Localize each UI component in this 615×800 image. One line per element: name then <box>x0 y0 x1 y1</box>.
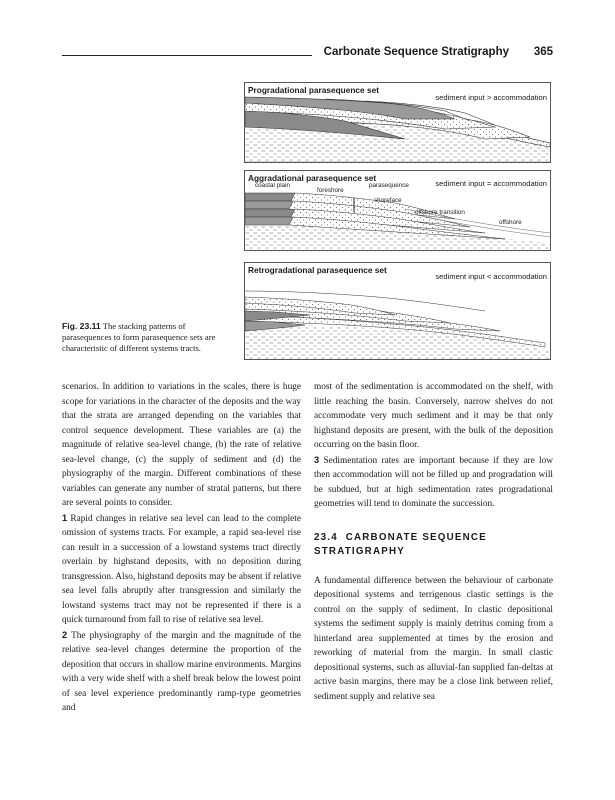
list-item-3-text: Sedimentation rates are important because if they are low then accommodation will not be filled up and progradation will be subdued, but at high sedimentation rates progradational geometries will tend to dominate the succession. <box>314 455 553 509</box>
left-column <box>62 380 301 716</box>
parasequence-label: parasequence <box>369 182 409 189</box>
list-item-3 <box>314 453 553 512</box>
foreshore-label: foreshore <box>317 187 344 194</box>
section-number: 23.4 <box>314 531 338 543</box>
page-number: 365 <box>533 46 553 58</box>
retrogradational-panel <box>244 262 551 360</box>
list-item-1 <box>62 511 301 628</box>
coastal-plain-label: coastal plain <box>255 182 291 189</box>
list-item-2-number: 2 <box>62 629 68 640</box>
progradational-sediment-input: sediment input > accommodation <box>435 93 547 102</box>
running-title: Carbonate Sequence Stratigraphy <box>323 46 509 58</box>
caption-text: The stacking patterns of parasequences to form parasequence sets are characteristic of different systems tracts. <box>62 321 216 354</box>
list-item-1-text: Rapid changes in relative sea level can lead to the complete omission of systems tracts. For example, a rapid sea-level rise can result in a succession of a lowstand systems tract directly overlain by highstand deposits, with no deposition during transgression. Also, highstand deposits may be absent if relative sea level falls abruptly after transgression and similarly the lowstand systems tract may not be represented if there is a quick turnaround from fall to rise of relative sea level. <box>62 513 302 625</box>
right-paragraph-1: most of the sedimentation is accommodated on the shelf, with little reaching the basin. Conversely, narrow shelves do not accommodate very much sediment and it may be that only highstand deposits are present, with the bulk of the deposition occurring on the basin floor. <box>314 382 553 450</box>
offshore-transition-label: offshore transition <box>415 209 465 216</box>
right-column <box>314 380 553 704</box>
list-item-1-number: 1 <box>62 512 68 523</box>
left-paragraph-1: scenarios. In addition to variations in the scales, there is huge scope for variations in the character of the deposits and the way that the strata are arranged depending on the variables that control sequence development. These variables are (a) the magnitude of relative sea-level change, (b) the rate of relative sea-level change, (c) the supply of sediment and (d) the physiography of the margin. Different combinations of these variables can generate any number of stratal patterns, but there are several points to consider. <box>62 382 301 508</box>
section-heading <box>314 531 553 559</box>
figure-label: Fig. 23.11 <box>62 321 101 331</box>
shoreface-label: shoreface <box>374 197 402 204</box>
list-item-3-number: 3 <box>314 454 320 465</box>
list-item-2-text: The physiography of the margin and the magnitude of the relative sea-level changes determine the proportion of the deposition that occurs in shallow marine environments. Margins with a very wide shelf with a shelf break below the lowest point of sea level experience predominantly ramp-type geometries and <box>62 630 301 713</box>
header-rule <box>62 55 312 56</box>
aggradational-title: Aggradational parasequence set <box>248 173 377 183</box>
retrogradational-sediment-input: sediment input < accommodation <box>435 272 547 281</box>
aggradational-sediment-input: sediment input = accommodation <box>435 179 547 188</box>
figure-caption <box>62 321 222 354</box>
running-header <box>62 46 553 62</box>
aggradational-panel <box>244 170 551 251</box>
offshore-label: offshore <box>499 219 522 226</box>
retrogradational-title: Retrogradational parasequence set <box>248 265 387 275</box>
progradational-panel <box>244 82 551 163</box>
section-title: CARBONATE SEQUENCE STRATIGRAPHY <box>314 531 487 557</box>
right-paragraph-2: A fundamental difference between the behaviour of carbonate depositional systems and terrigenous clastic settings is the control on the supply of sediment. In clastic depositional systems the sediment supply is mainly detritus coming from a hinterland area supplemented at times by the erosion and reworking of material from the margin. In small clastic depositional systems, such as alluvial-fan supplied fan-deltas at active basin margins, there may be a close link between relief, sediment supply and relative sea <box>314 575 553 702</box>
list-item-2 <box>62 628 301 716</box>
progradational-title: Progradational parasequence set <box>248 85 379 95</box>
